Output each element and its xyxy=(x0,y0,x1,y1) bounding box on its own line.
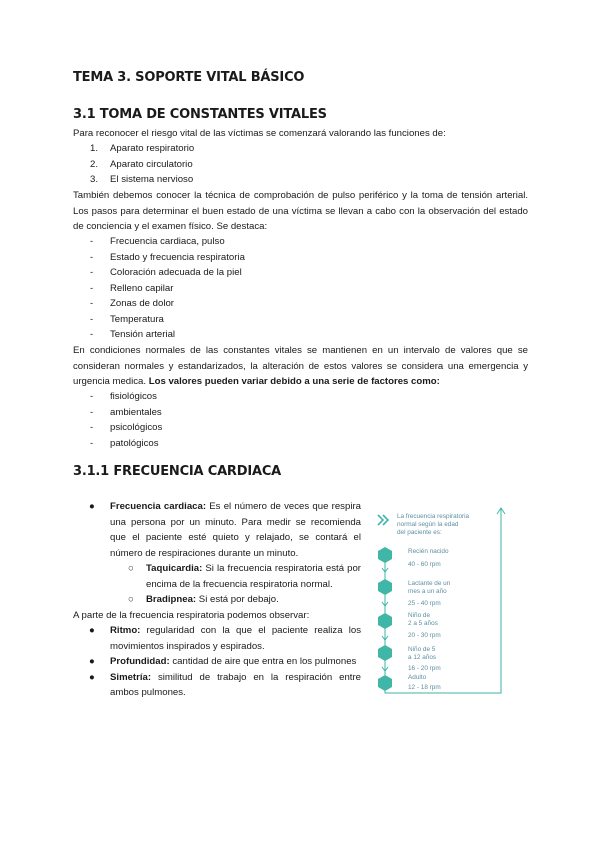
bullet-label: Simetría: xyxy=(110,671,152,683)
list-text: Tensión arterial xyxy=(110,329,176,340)
bullet-icon: ● xyxy=(89,625,95,636)
intro-paragraph: Para reconocer el riesgo vital de las víctimas se comenzará valorando las funciones de: xyxy=(73,128,446,139)
bullet-text: Es el número de veces que respira una persona por un minuto. Para medir se recomienda que el paciente esté quieto y relajado, se contará el número de respiraciones durante un minuto. xyxy=(110,501,361,559)
list-text: patológicos xyxy=(110,437,159,449)
hexagon-icon xyxy=(378,675,392,691)
stage-value: 40 - 60 rpm xyxy=(408,561,441,568)
list-text: Relleno capilar xyxy=(110,282,174,294)
highlights-list xyxy=(73,234,373,343)
stage-infant xyxy=(378,579,451,607)
bullet-text: Si está por debajo. xyxy=(196,594,279,605)
bullet-icon: ● xyxy=(89,671,95,683)
list-item xyxy=(73,157,373,173)
paragraph-conditions xyxy=(73,343,528,390)
stage-label: 2 a 5 años xyxy=(408,620,438,627)
bullet-icon: ● xyxy=(89,501,95,512)
list-text: Frecuencia cardiaca, pulso xyxy=(110,236,225,247)
hexagon-icon xyxy=(378,645,392,661)
hexagon-icon xyxy=(378,547,392,563)
bullet-label: Profundidad: xyxy=(110,656,170,667)
stage-label: Adulto xyxy=(408,674,427,681)
stage-label: Niño de 5 xyxy=(408,646,436,653)
list-item: - Temperatura xyxy=(90,313,164,325)
bullet-label: Taquicardia: xyxy=(146,563,203,574)
frecuencia-column xyxy=(73,499,361,701)
bullet-simetria xyxy=(73,670,361,701)
stage-newborn xyxy=(378,547,449,572)
stage-value: 12 - 18 rpm xyxy=(408,684,441,691)
list-text: Estado y frecuencia respiratoria xyxy=(110,251,245,263)
functions-list xyxy=(73,141,373,188)
observe-intro: A parte de la frecuencia respiratoria podemos observar: xyxy=(73,609,310,621)
bullet-label: Ritmo: xyxy=(110,625,141,636)
infographic-title-line-2: normal según la edad xyxy=(397,521,459,528)
paragraph-text: En condiciones normales de las constantes vitales se mantienen en un intervalo de valores que se consideran normales y estandarizados, la alteración de estos valores se considera una emergencia y urgencia medica. xyxy=(73,345,528,387)
stage-value: 16 - 20 rpm xyxy=(408,665,441,672)
list-text: El sistema nervioso xyxy=(110,174,194,185)
list-item: - patológicos xyxy=(90,437,159,449)
bullet-text: cantidad de aire que entra en los pulmones xyxy=(169,656,357,667)
bullet-label: Frecuencia cardiaca: xyxy=(110,501,207,512)
list-text: psicológicos xyxy=(110,422,163,433)
list-text: Temperatura xyxy=(110,313,164,325)
factors-list xyxy=(73,389,373,451)
list-number: 2. xyxy=(90,158,99,170)
bullet-frecuencia xyxy=(73,499,361,561)
sub-bullet-taquicardia xyxy=(73,561,361,592)
infographic-title-line-1: La frecuencia respiratoria xyxy=(397,513,470,520)
list-item: - Coloración adecuada de la piel xyxy=(90,267,242,278)
paragraph-bold-text: Los valores pueden variar debido a una serie de factores como: xyxy=(148,376,440,387)
bullet-profundidad xyxy=(73,654,361,670)
list-item xyxy=(73,172,373,188)
respiratory-rate-infographic xyxy=(375,505,515,705)
list-number: 1. xyxy=(90,143,99,154)
list-item: - Frecuencia cardiaca, pulso xyxy=(90,236,225,247)
infographic-title-line-3: del paciente es: xyxy=(397,529,442,536)
list-item: - psicológicos xyxy=(90,422,163,433)
list-number: 3. xyxy=(90,174,99,185)
stage-label: a 12 años xyxy=(408,654,437,661)
bullet-text: Si la frecuencia respiratoria está por encima de la frecuencia respiratoria normal. xyxy=(146,563,361,590)
list-item xyxy=(73,141,373,157)
list-text: ambientales xyxy=(110,406,162,418)
list-item: - fisiológicos xyxy=(90,391,157,402)
bullet-ritmo xyxy=(73,623,361,654)
stage-label: Niño de xyxy=(408,612,431,619)
hexagon-icon xyxy=(378,613,392,629)
sub-bullet-icon: ○ xyxy=(128,594,134,605)
list-text: Aparato respiratorio xyxy=(110,143,195,154)
paragraph-technique: También debemos conocer la técnica de comprobación de pulso periférico y la toma de tensión arterial. Los pasos para determinar el buen estado de una víctima se llevan a cabo con la observación del estado de conciencia y el examen físico. Se destaca: xyxy=(73,190,528,232)
list-item: - Estado y frecuencia respiratoria xyxy=(90,251,245,263)
stage-label: mes a un año xyxy=(408,588,447,595)
stage-value: 20 - 30 rpm xyxy=(408,632,441,639)
list-item: - Tensión arterial xyxy=(90,329,176,340)
stage-child-5-12 xyxy=(378,645,441,672)
stage-child-2-5 xyxy=(378,612,441,640)
document-title: TEMA 3. SOPORTE VITAL BÁSICO xyxy=(73,70,305,85)
sub-bullet-bradipnea xyxy=(73,592,361,608)
sub-bullet-icon: ○ xyxy=(128,563,134,574)
list-text: fisiológicos xyxy=(110,391,157,402)
bullet-label: Bradipnea: xyxy=(146,594,197,605)
bullet-icon: ● xyxy=(89,656,95,667)
stage-label: Lactante de un xyxy=(408,580,451,587)
list-item: - Relleno capilar xyxy=(90,282,174,294)
bullet-text: regularidad con la que el paciente realiza los movimientos inspirados y espirados. xyxy=(110,625,361,652)
stage-label: Recién nacido xyxy=(408,548,449,555)
stage-value: 25 - 40 rpm xyxy=(408,600,441,607)
list-item: - ambientales xyxy=(90,406,162,418)
stage-adult xyxy=(378,674,441,691)
section-heading-3-1: 3.1 TOMA DE CONSTANTES VITALES xyxy=(73,107,327,122)
list-text: Coloración adecuada de la piel xyxy=(110,267,242,278)
list-item: - Zonas de dolor xyxy=(90,298,174,309)
list-text: Zonas de dolor xyxy=(110,298,174,309)
chevron-right-icon xyxy=(378,515,388,525)
bullet-text: similitud de trabajo en la respiración entre ambos pulmones. xyxy=(110,671,361,698)
list-text: Aparato circulatorio xyxy=(110,158,193,170)
hexagon-icon xyxy=(378,579,392,595)
section-heading-3-1-1: 3.1.1 FRECUENCIA CARDIACA xyxy=(73,464,282,479)
